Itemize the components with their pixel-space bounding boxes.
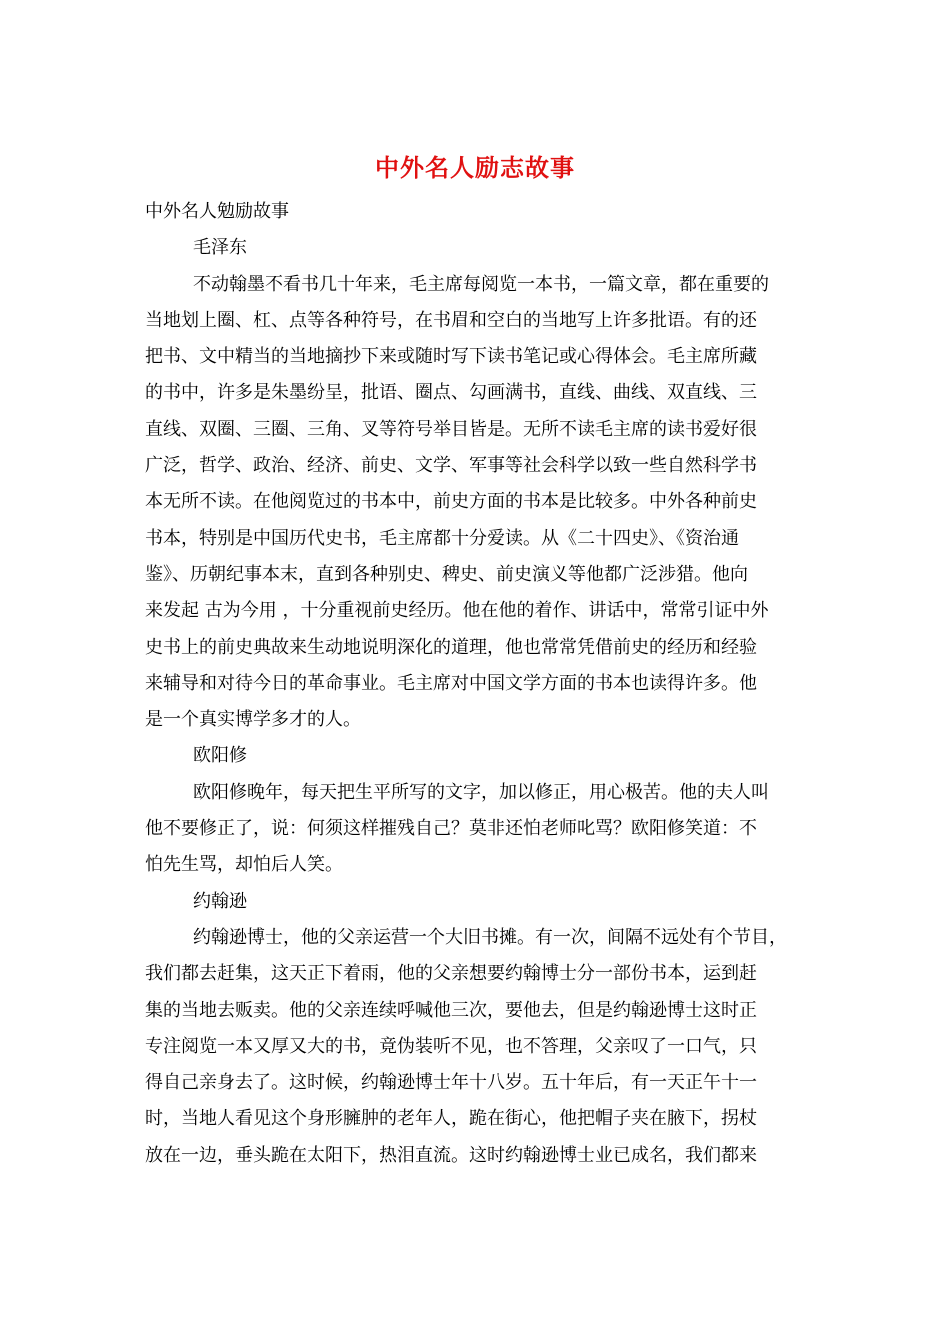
text-line: 直线、双圈、三圈、三角、叉等符号举目皆是。无所不读毛主席的读书爱好很 <box>145 418 757 440</box>
text-line: 我们都去赶集，这天正下着雨，他的父亲想要约翰博士分一部份书本，运到赶 <box>145 963 757 985</box>
text-line: 来发起 古为今用 ，十分重视前史经历。他在他的着作、讲话中，常常引证中外 <box>145 600 769 622</box>
text-line: 是一个真实博学多才的人。 <box>145 709 361 731</box>
text-line: 专注阅览一本又厚又大的书，竟伪装听不见，也不答理，父亲叹了一口气，只 <box>145 1035 757 1057</box>
text-line: 约翰逊博士，他的父亲运营一个大旧书摊。有一次，间隔不远处有个节目， <box>193 926 787 948</box>
text-line: 时，当地人看见这个身形臃肿的老年人，跪在街心，他把帽子夹在腋下，拐杖 <box>145 1108 757 1130</box>
text-line: 的书中，许多是朱墨纷呈，批语、圈点、勾画满书，直线、曲线、双直线、三 <box>145 382 757 404</box>
text-line: 约翰逊 <box>193 890 247 912</box>
text-line: 放在一边，垂头跪在太阳下，热泪直流。这时约翰逊博士业已成名，我们都来 <box>145 1144 757 1166</box>
text-line: 把书、文中精当的当地摘抄下来或随时写下读书笔记或心得体会。毛主席所藏 <box>145 346 757 368</box>
text-line: 来辅导和对待今日的革命事业。毛主席对中国文学方面的书本也读得许多。他 <box>145 672 757 694</box>
text-line: 鉴》、历朝纪事本末，直到各种别史、稗史、前史演义等他都广泛涉猎。他向 <box>145 563 748 585</box>
text-line: 不动翰墨不看书几十年来，毛主席每阅览一本书，一篇文章，都在重要的 <box>193 273 769 295</box>
text-line: 欧阳修晚年，每天把生平所写的文字，加以修正，用心极苦。他的夫人叫 <box>193 781 769 803</box>
text-line: 本无所不读。在他阅览过的书本中，前史方面的书本是比较多。中外各种前史 <box>145 491 757 513</box>
document-title: 中外名人励志故事 <box>375 153 575 182</box>
text-line: 他不要修正了，说：何须这样摧残自己？莫非还怕老师叱骂？欧阳修笑道：不 <box>145 818 757 840</box>
text-line: 集的当地去贩卖。他的父亲连续呼喊他三次，要他去，但是约翰逊博士这时正 <box>145 999 757 1021</box>
text-line: 毛泽东 <box>193 237 247 259</box>
text-line: 广泛，哲学、政治、经济、前史、文学、军事等社会科学以致一些自然科学书 <box>145 455 757 477</box>
text-line: 史书上的前史典故来生动地说明深化的道理，他也常常凭借前史的经历和经验 <box>145 636 757 658</box>
text-line: 欧阳修 <box>193 745 247 767</box>
text-line: 书本，特别是中国历代史书，毛主席都十分爱读。从《二十四史》、《资治通 <box>145 527 739 549</box>
text-line: 当地划上圈、杠、点等各种符号，在书眉和空白的当地写上许多批语。有的还 <box>145 309 757 331</box>
text-line: 中外名人勉励故事 <box>145 201 289 222</box>
document-body <box>145 194 825 1174</box>
text-line: 怕先生骂，却怕后人笑。 <box>145 854 343 876</box>
text-line: 得自己亲身去了。这时候，约翰逊博士年十八岁。五十年后，有一天正午十一 <box>145 1072 757 1094</box>
